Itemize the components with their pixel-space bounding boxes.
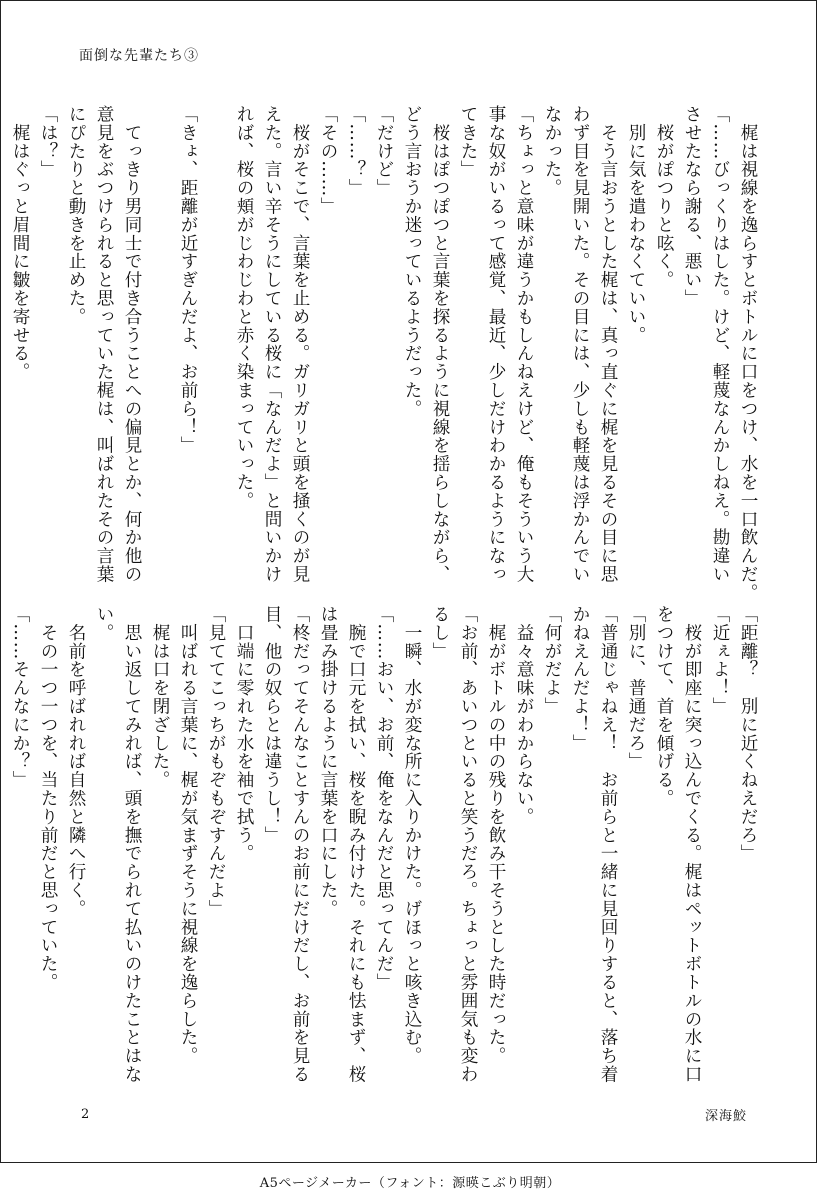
app-caption: A5ページメーカー（フォント：源暎こぶり明朝） [259,1176,561,1191]
body-text-top: 梶は視線を逸らすとボトルに口をつけ、水を一口飲んだ。 「……びっくりはした。けど、軽蔑なんかしねえ。勘違い させたなら謝る、悪い」 桜がぽつりと呟く。 別に気を遣わなくていい。 そう言おうとした梶は、真っ直ぐに梶を見るその目に思 わず目を見開いた。その目には、少しも軽蔑は浮かんでい なかった。 「ちょっと意味が違うかもしんねえけど、俺もそういう大 事な奴がいるって感覚、最近、少しだけわかるようになっ てきた」 桜はぽつぽつと言葉を探るように視線を揺らしながら、 どう言おうか迷っているようだった。 「だけど」 「……？」 「その……」 桜がそこで、言葉を止める。ガリガリと頭を掻くのが見 えた。言い辛そうにしている桜に「なんだよ」と問いかけ れば、桜の頬がじわじわと赤く染まっていった。 「きょ、距離が近すぎんだよ、お前ら！」 てっきり男同士で付き合うことへの偏見とか、何か他の 意見をぶつけられると思っていた梶は、叫ばれたその言葉 にぴたりと動きを止めた。 「は？」 梶はぐっと眉間に皺を寄せる。 [10,105,758,602]
chapter-title: 面倒な先輩たち③ [79,48,199,64]
author-name: 深海鮫 [705,1109,748,1124]
page-number: 2 [81,1107,90,1122]
body-text-bottom: 「距離？ 別に近くねえだろ」 「近ぇよ！」 桜が即座に突っ込んでくる。梶はペットボトルの水に口 をつけて、首を傾げる。 「別に、普通だろ」 「普通じゃねえ！ お前らと一緒に見回りすると、落ち着 かねえんだよ！」 「何がだよ」 益々意味がわからない。 梶がボトルの中の残りを飲み干そうとした時だった。 「お前、あいつといると笑うだろ。ちょっと雰囲気も変わ るし」 一瞬、水が変な所に入りかけた。げほっと咳き込む。 「……おい、お前、俺をなんだと思ってんだ」 腕で口元を拭い、桜を睨み付けた。それにも怯まず、桜 は畳み掛けるように言葉を口にした。 「柊だってそんなことすんのお前にだけだし、お前を見る 目、他の奴らとは違うし！」 口端に零れた水を袖で拭う。 「見ててこっちがもぞもぞすんだよ」 叫ばれる言葉に、梶が気まずそうに視線を逸らした。 梶は口を閉ざした。 思い返してみれば、頭を撫でられて払いのけたことはな い。 名前を呼ばれれば自然と隣へ行く。 その一つ一つを、当たり前だと思っていた。 「……そんなにか？」 [10,605,758,1084]
